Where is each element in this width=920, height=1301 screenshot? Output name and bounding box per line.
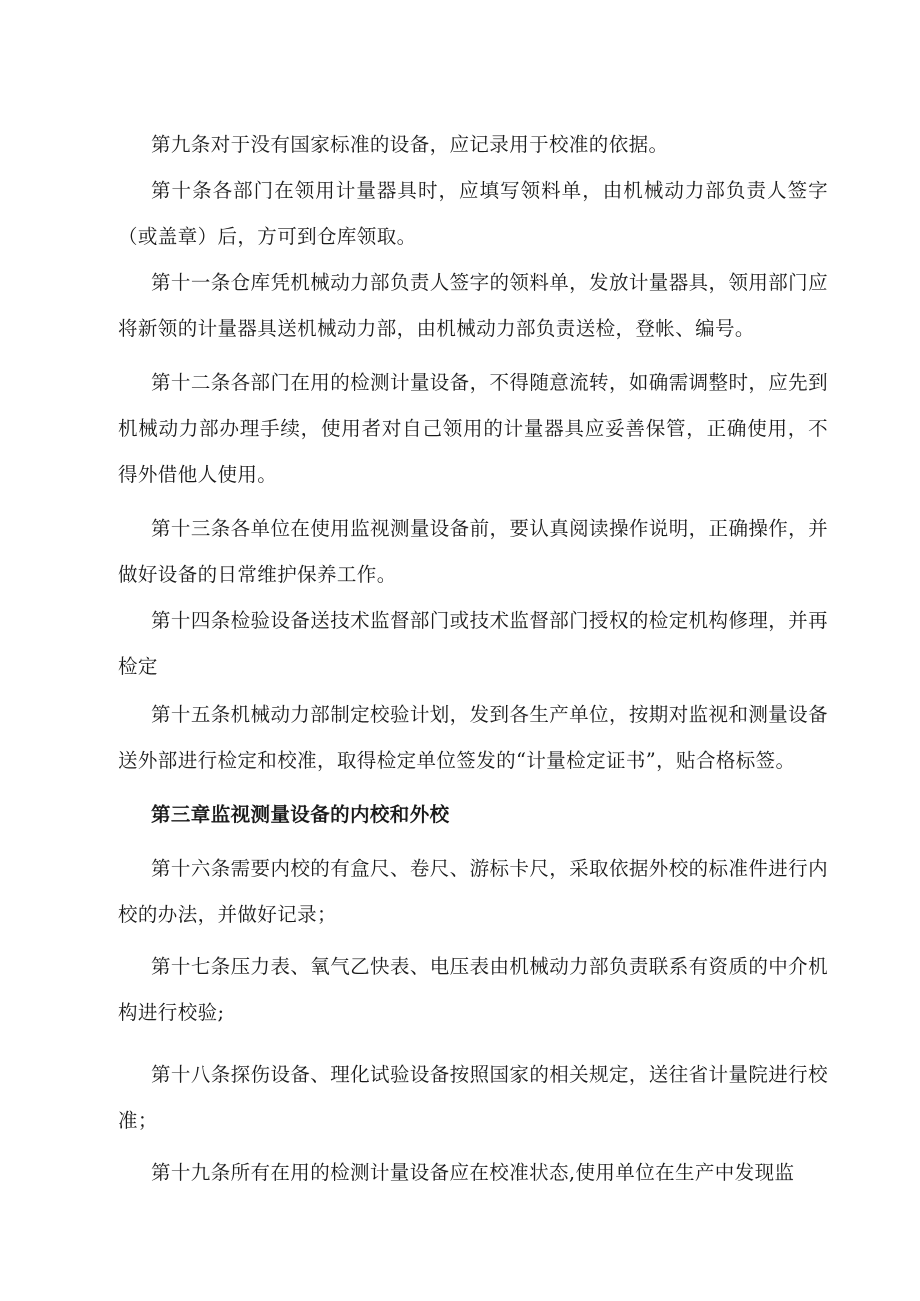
article-18-paragraph: 第十八条探伤设备、理化试验设备按照国家的相关规定，送往省计量院进行校准； — [118, 1063, 828, 1132]
article-13-paragraph: 第十三条各单位在使用监视测量设备前，要认真阅读操作说明，正确操作，并做好设备的日常维护保养工作。 — [118, 517, 828, 586]
chapter-3-heading: 第三章监视测量设备的内校和外校 — [151, 803, 450, 826]
article-10-paragraph: 第十条各部门在领用计量器具时，应填写领料单，由机械动力部负责人签字（或盖章）后，方可到仓库领取。 — [118, 179, 828, 248]
article-16-paragraph: 第十六条需要内校的有盒尺、卷尺、游标卡尺，采取依据外校的标准件进行内校的办法，并做好记录； — [118, 857, 828, 926]
article-11-paragraph: 第十一条仓库凭机械动力部负责人签字的领料单，发放计量器具，领用部门应将新领的计量器具送机械动力部，由机械动力部负责送检，登帐、编号。 — [118, 271, 828, 340]
article-14-paragraph: 第十四条检验设备送技术监督部门或技术监督部门授权的检定机构修理，并再检定 — [118, 609, 828, 678]
article-19-paragraph: 第十九条所有在用的检测计量设备应在校准状态,使用单位在生产中发现监 — [151, 1161, 795, 1184]
article-9-paragraph: 第九条对于没有国家标准的设备，应记录用于校准的依据。 — [151, 133, 669, 156]
article-15-paragraph: 第十五条机械动力部制定校验计划，发到各生产单位，按期对监视和测量设备送外部进行检定和校准，取得检定单位签发的“计量检定证书”，贴合格标签。 — [118, 703, 828, 772]
article-17-paragraph: 第十七条压力表、氧气乙快表、电压表由机械动力部负责联系有资质的中介机构进行校验; — [118, 955, 828, 1024]
article-12-paragraph: 第十二条各部门在用的检测计量设备，不得随意流转，如确需调整时，应先到机械动力部办理手续，使用者对自己领用的计量器具应妥善保管，正确使用，不得外借他人使用。 — [118, 371, 828, 486]
